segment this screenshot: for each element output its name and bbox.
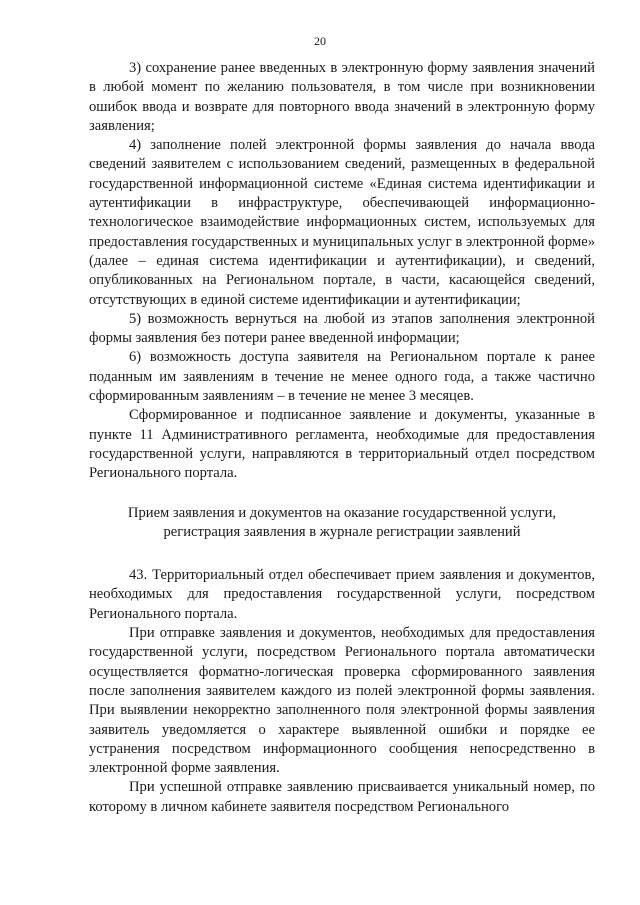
section-heading: Прием заявления и документов на оказание государственной услуги, регистрация заявления в журнале регистрации заявлений [127, 504, 557, 540]
paragraph-item-4: 4) заполнение полей электронной формы заявления до начала ввода сведений заявителем с использованием сведений, размещенных в федеральной государственной информационной системе «Единая система идентификации и аутентификации в инфраструктуре, обеспечивающей информационно-технологическое взаимодействие информационных систем, используемых для предоставления государственных и муниципальных услуг в электронной форме» (далее – единая система идентификации и аутентификации), и сведений, опубликованных на Региональном портале, в части, касающейся сведений, отсутствующих в единой системе идентификации и аутентификации; [89, 137, 595, 308]
paragraph-43: 43. Территориальный отдел обеспечивает прием заявления и документов, необходимых для предоставления государственной услуги, посредством Регионального портала. [89, 567, 595, 622]
paragraph-submission: Сформированное и подписанное заявление и документы, указанные в пункте 11 Административного регламента, необходимые для предоставления государственной услуги, направляются в территориальный отдел посредством Регионального портала. [89, 407, 595, 482]
page-number: 20 [314, 34, 326, 48]
paragraph-unique-number: При успешной отправке заявлению присваивается уникальный номер, по которому в личном кабинете заявителя посредством Регионального [89, 779, 595, 815]
paragraph-item-6: 6) возможность доступа заявителя на Региональном портале к ранее поданным им заявлениям в течение не менее одного года, а также частично сформированным заявлениям – в течение не менее 3 месяцев. [89, 349, 595, 405]
paragraph-item-3: 3) сохранение ранее введенных в электронную форму заявления значений в любой момент по желанию пользователя, в том числе при возникновении ошибок ввода и возврате для повторного ввода значений в электронную форму заявления; [89, 60, 595, 134]
document-body [89, 59, 595, 817]
paragraph-format-check: При отправке заявления и документов, необходимых для предоставления государственной услуги, посредством Регионального портала автоматически осуществляется форматно-логическая проверка сформированного заявления после заполнения заявителем каждого из полей электронной формы заявления. При выявлении некорректно заполненного поля электронной формы заявления заявитель уведомляется о характере выявленной ошибки и порядке ее устранения посредством информационного сообщения непосредственно в электронной форме заявления. [89, 625, 595, 777]
paragraph-item-5: 5) возможность вернуться на любой из этапов заполнения электронной формы заявления без потери ранее введенной информации; [89, 310, 595, 347]
